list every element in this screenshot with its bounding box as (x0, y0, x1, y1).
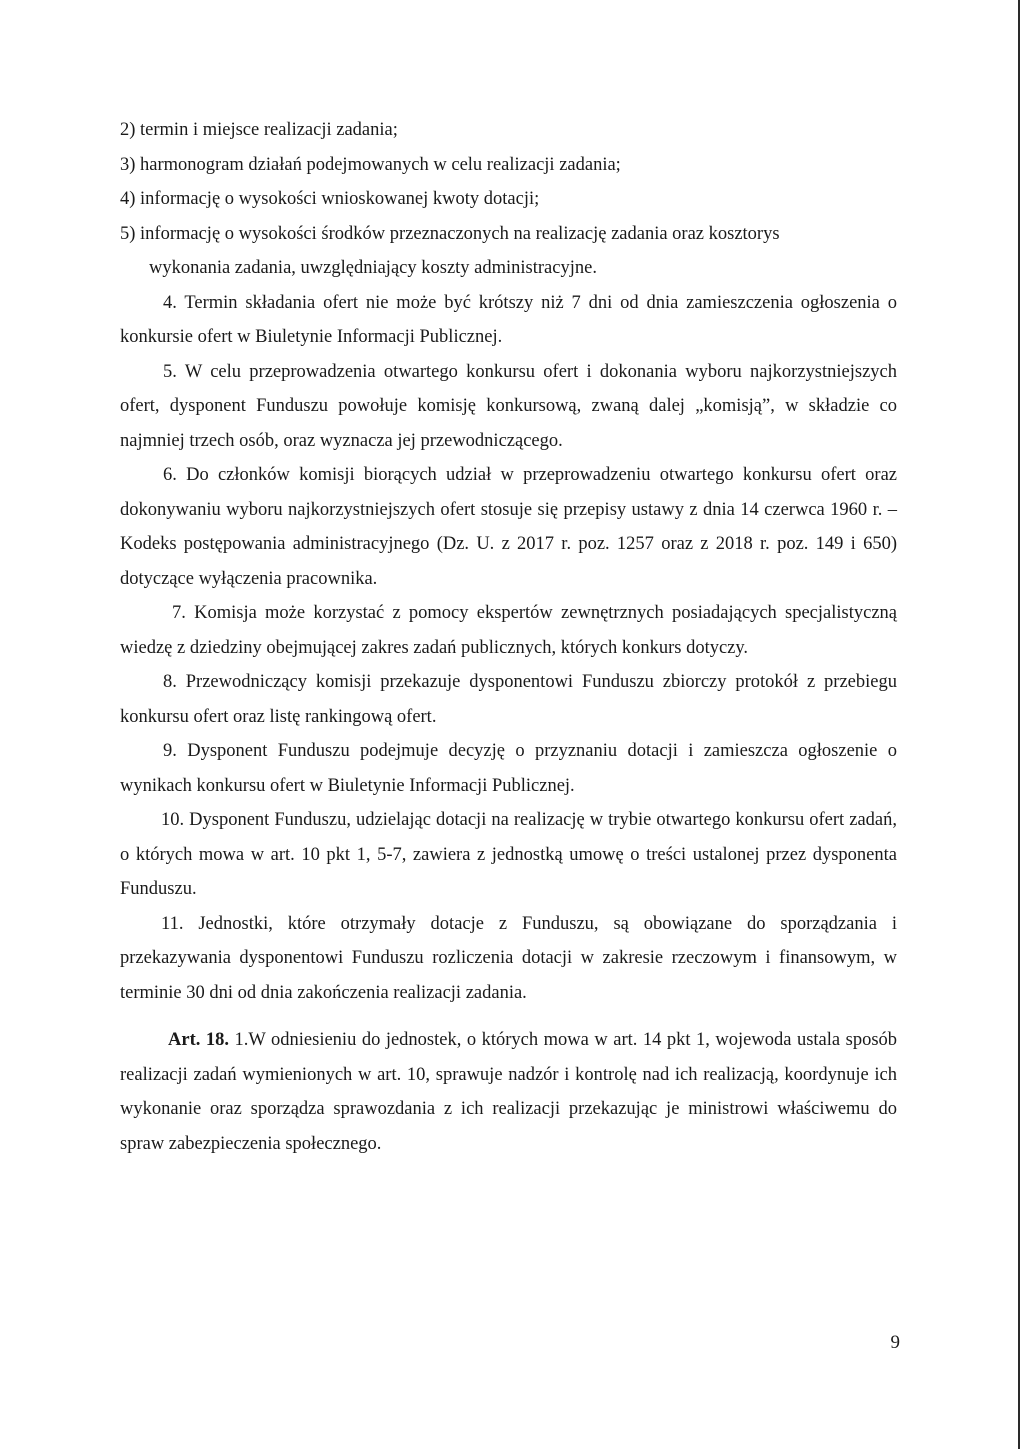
list-item-2: 2) termin i miejsce realizacji zadania; (120, 120, 398, 140)
list-item-3: 3) harmonogram działań podejmowanych w celu realizacji zadania; (120, 154, 621, 175)
paragraph-10: 10. Dysponent Funduszu, udzielając dotacji na realizację w trybie otwartego konkursu ofert zadań, o których mowa w art. 10 pkt 1, 5-7, zawiera z jednostką umowę o treści ustalonej przez dysponenta Funduszu. (120, 810, 897, 899)
list-item-5: 5) informację o wysokości środków przeznaczonych na realizację zadania oraz kosztorys (120, 223, 780, 244)
paragraph-9: 9. Dysponent Funduszu podejmuje decyzję o przyznaniu dotacji i zamieszcza ogłoszenie o wynikach konkursu ofert w Biuletynie Informacji Publicznej. (120, 741, 897, 796)
paragraph-5: 5. W celu przeprowadzenia otwartego konkursu ofert i dokonania wyboru najkorzystniejszych ofert, dysponent Funduszu powołuje komisję konkursową, zwaną dalej „komisją”, w składzie co najmniej trzech osób, oraz wyznacza jej przewodniczącego. (120, 361, 897, 451)
paragraph-8: 8. Przewodniczący komisji przekazuje dysponentowi Funduszu zbiorczy protokół z przebiegu konkursu ofert oraz listę rankingową ofert. (120, 672, 897, 727)
paragraph-4: 4. Termin składania ofert nie może być krótszy niż 7 dni od dnia zamieszczenia ogłoszenia o konkursie ofert w Biuletynie Informacji Publicznej. (120, 292, 897, 347)
list-item-5-continuation: wykonania zadania, uwzględniający koszty administracyjne. (149, 258, 597, 278)
paragraph-7: 7. Komisja może korzystać z pomocy ekspertów zewnętrznych posiadających specjalistyczną wiedzę z dziedziny obejmującej zakres zadań publicznych, których konkurs dotyczy. (120, 603, 897, 658)
scan-edge-line (1018, 0, 1020, 1449)
document-page (120, 113, 897, 1161)
paragraph-11: 11. Jednostki, które otrzymały dotacje z Funduszu, są obowiązane do sporządzania i przekazywania dysponentowi Funduszu rozliczenia dotacji w zakresie rzeczowym i finansowym, w terminie 30 dni od dnia zakończenia realizacji zadania. (120, 913, 897, 1003)
list-item-4: 4) informację o wysokości wnioskowanej kwoty dotacji; (120, 189, 540, 209)
paragraph-6: 6. Do członków komisji biorących udział w przeprowadzeniu otwartego konkursu ofert oraz dokonywaniu wyboru najkorzystniejszych ofert stosuje się przepisy ustawy z dnia 14 czerwca 1960 r. – Kodeks postępowania administracyjnego (Dz. U. z 2017 r. poz. 1257 oraz z 2018 r. poz. 149 i 650) dotyczące wyłączenia pracownika. (120, 465, 897, 589)
article-18-text: 1.W odniesieniu do jednostek, o których mowa w art. 14 pkt 1, wojewoda ustala sposób realizacji zadań wymienionych w art. 10, sprawuje nadzór i kontrolę nad ich realizacją, koordynuje ich wykonanie oraz sporządza sprawozdania z ich realizacji przekazując je ministrowi właściwemu do spraw zabezpieczenia społecznego. (120, 1030, 898, 1154)
article-18 (120, 1023, 897, 1161)
page-number: 9 (890, 1332, 900, 1353)
article-18-label: Art. 18. (168, 1030, 229, 1050)
